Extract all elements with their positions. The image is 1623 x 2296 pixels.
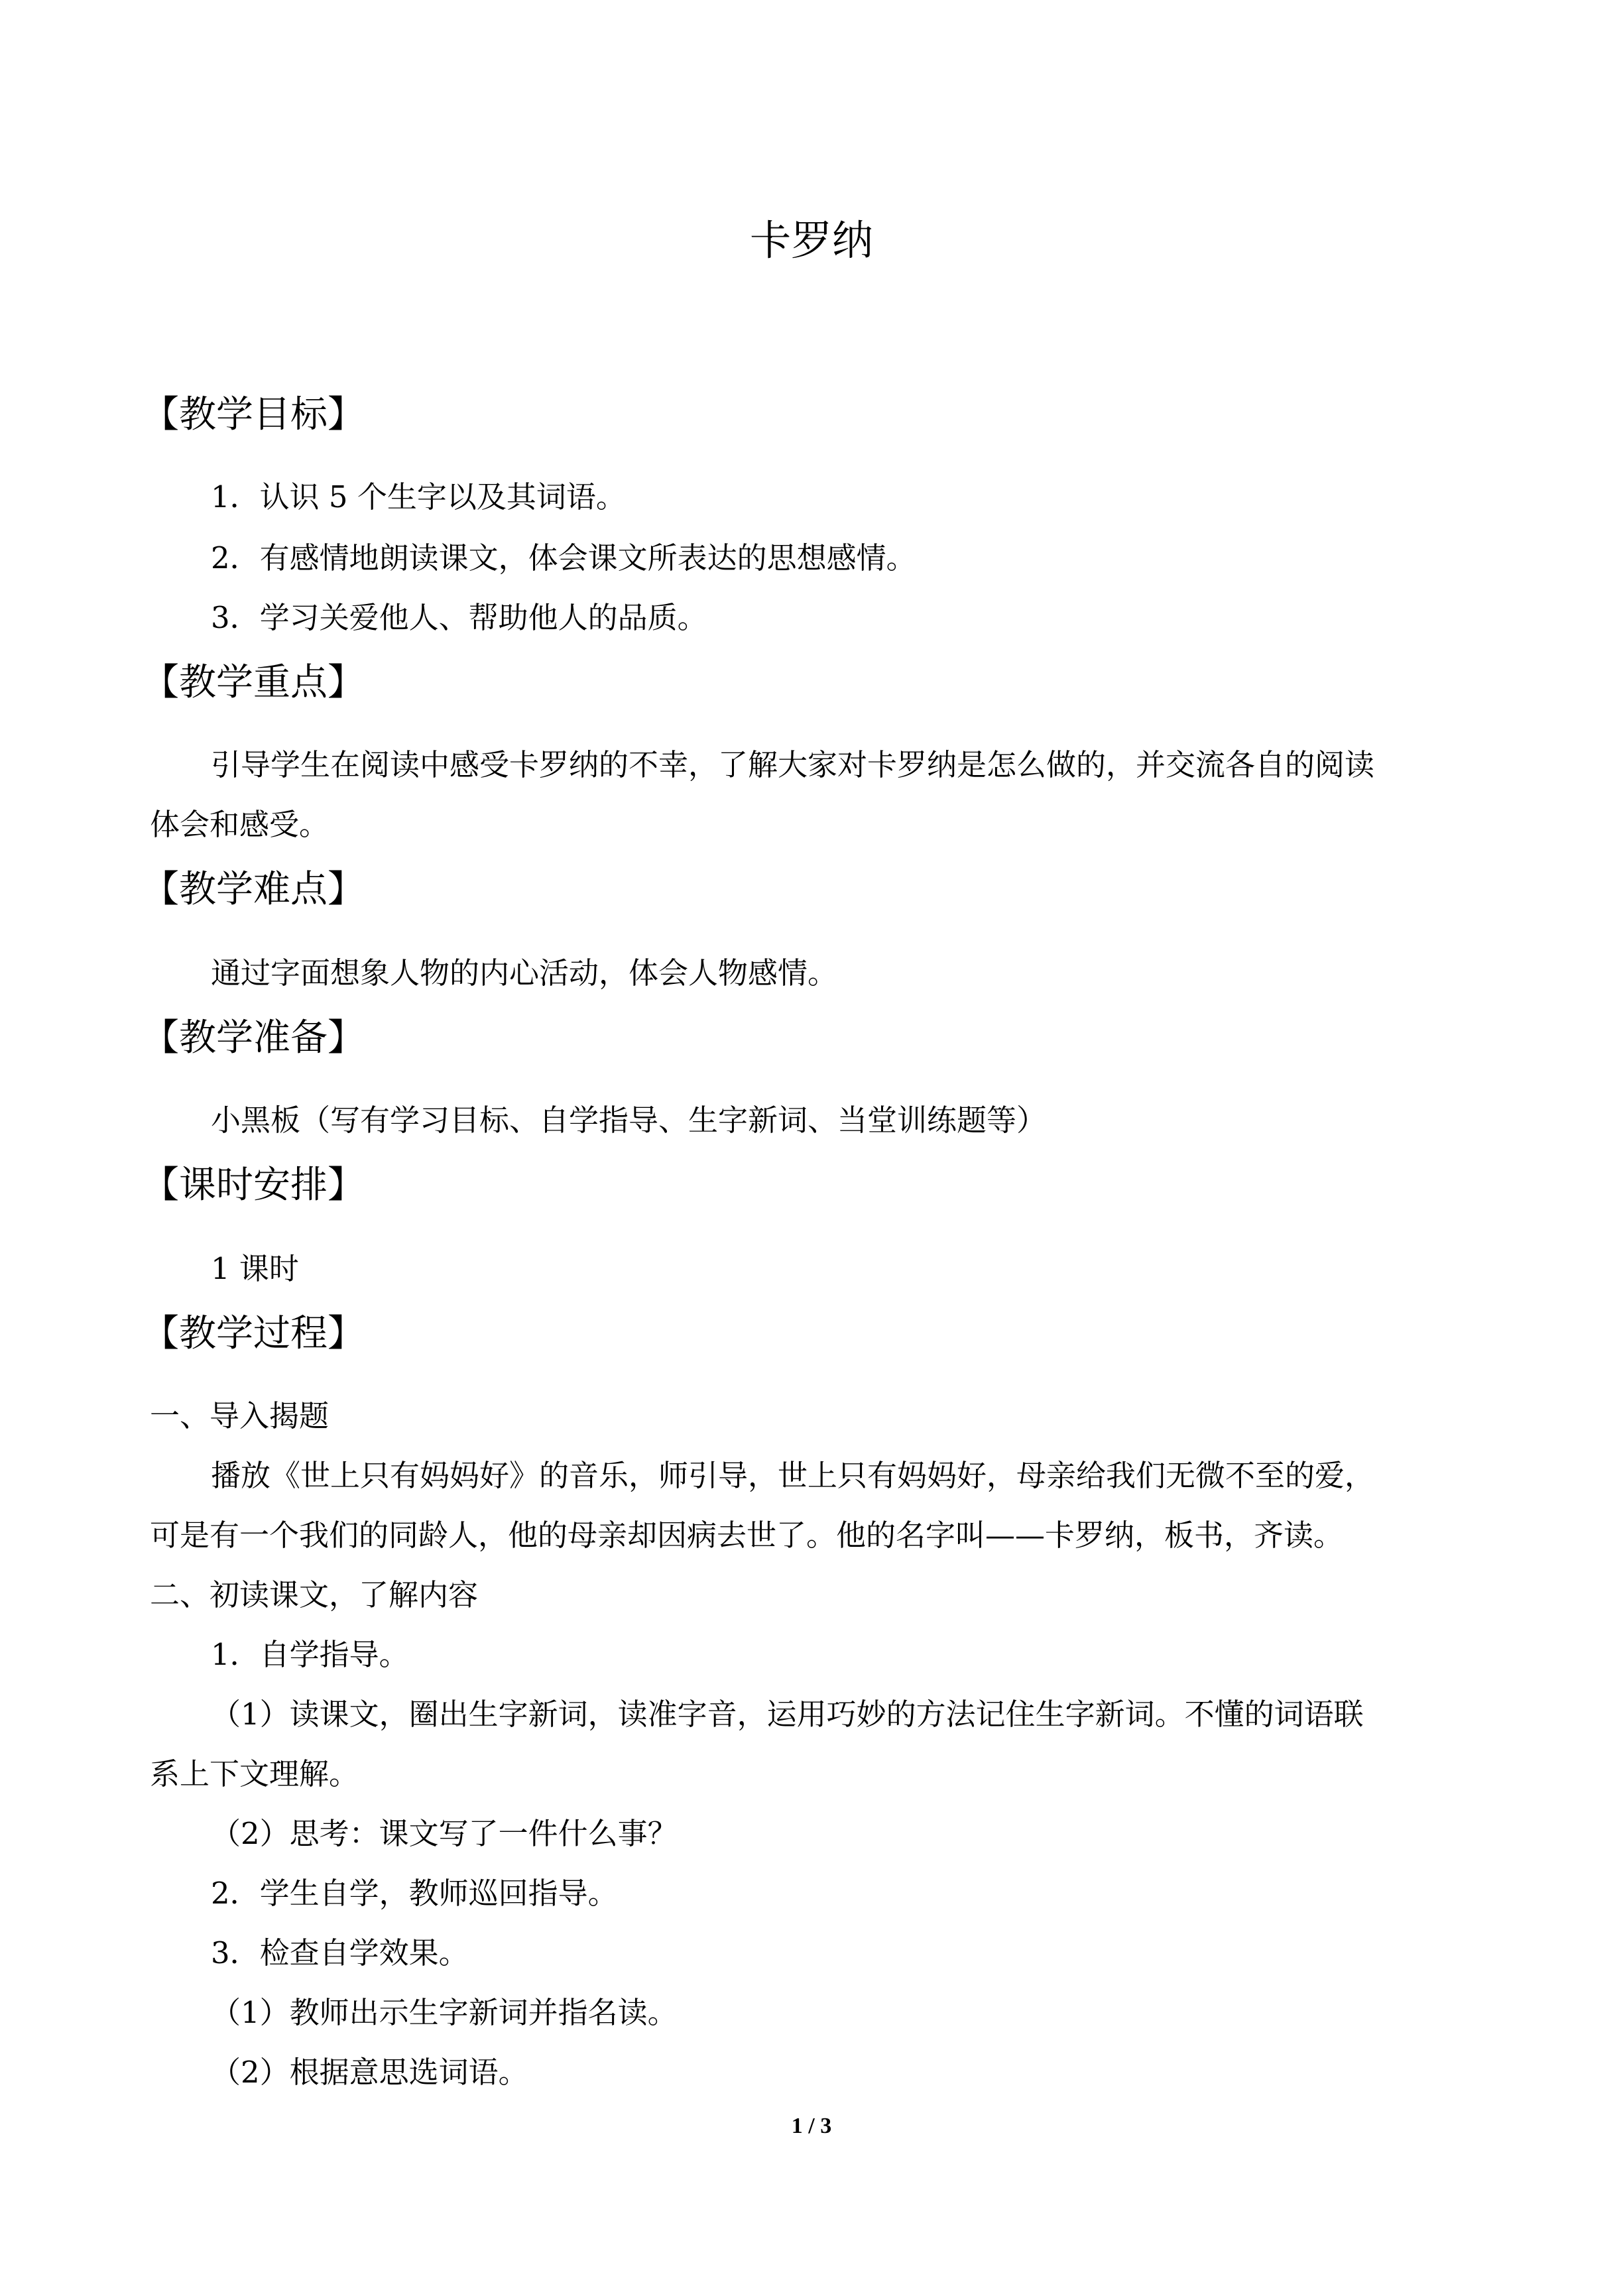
goal-item-3: 3．学习关爱他人、帮助他人的品质。 — [211, 600, 707, 635]
process-part-1-line-1: 播放《世上只有妈妈好》的音乐，师引导，世上只有妈妈好，母亲给我们无微不至的爱， — [211, 1458, 1375, 1493]
schedule-text: 1 课时 — [211, 1251, 299, 1286]
difficulties-text: 通过字面想象人物的内心活动，体会人物感情。 — [211, 955, 838, 991]
heading-teaching-goals: 【教学目标】 — [142, 393, 365, 436]
process-part-2-title: 二、初读课文，了解内容 — [150, 1577, 479, 1612]
heading-process: 【教学过程】 — [142, 1312, 365, 1355]
heading-preparation: 【教学准备】 — [142, 1016, 365, 1059]
process-step-2: 2．学生自学，教师巡回指导。 — [211, 1876, 618, 1911]
process-step-1: 1．自学指导。 — [211, 1637, 409, 1672]
heading-key-points: 【教学重点】 — [142, 661, 365, 704]
page-indicator: 1 / 3 — [791, 2114, 832, 2138]
heading-schedule: 【课时安排】 — [142, 1164, 365, 1207]
key-points-line-1: 引导学生在阅读中感受卡罗纳的不幸，了解大家对卡罗纳是怎么做的，并交流各自的阅读 — [211, 747, 1375, 782]
process-step-1-b: （2）思考：课文写了一件什么事？ — [211, 1816, 678, 1851]
key-points-line-2: 体会和感受。 — [150, 807, 330, 842]
goal-item-1: 1．认识 5 个生字以及其词语。 — [211, 479, 626, 514]
process-step-3-a: （1）教师出示生字新词并指名读。 — [211, 1995, 678, 2030]
process-step-1-a-line-1: （1）读课文，圈出生字新词，读准字音，运用巧妙的方法记住生字新词。不懂的词语联 — [211, 1697, 1364, 1732]
document-title: 卡罗纳 — [749, 216, 873, 265]
heading-difficulties: 【教学难点】 — [142, 868, 365, 911]
process-step-1-a-line-2: 系上下文理解。 — [150, 1756, 359, 1791]
preparation-text: 小黑板（写有学习目标、自学指导、生字新词、当堂训练题等） — [211, 1103, 1047, 1138]
process-step-3: 3．检查自学效果。 — [211, 1935, 469, 1970]
process-part-1-line-2: 可是有一个我们的同龄人，他的母亲却因病去世了。他的名字叫——卡罗纳，板书，齐读。 — [150, 1518, 1344, 1553]
process-step-3-b: （2）根据意思选词语。 — [211, 2055, 528, 2090]
process-part-1-title: 一、导入揭题 — [150, 1398, 330, 1433]
goal-item-2: 2．有感情地朗读课文，体会课文所表达的思想感情。 — [211, 540, 916, 575]
